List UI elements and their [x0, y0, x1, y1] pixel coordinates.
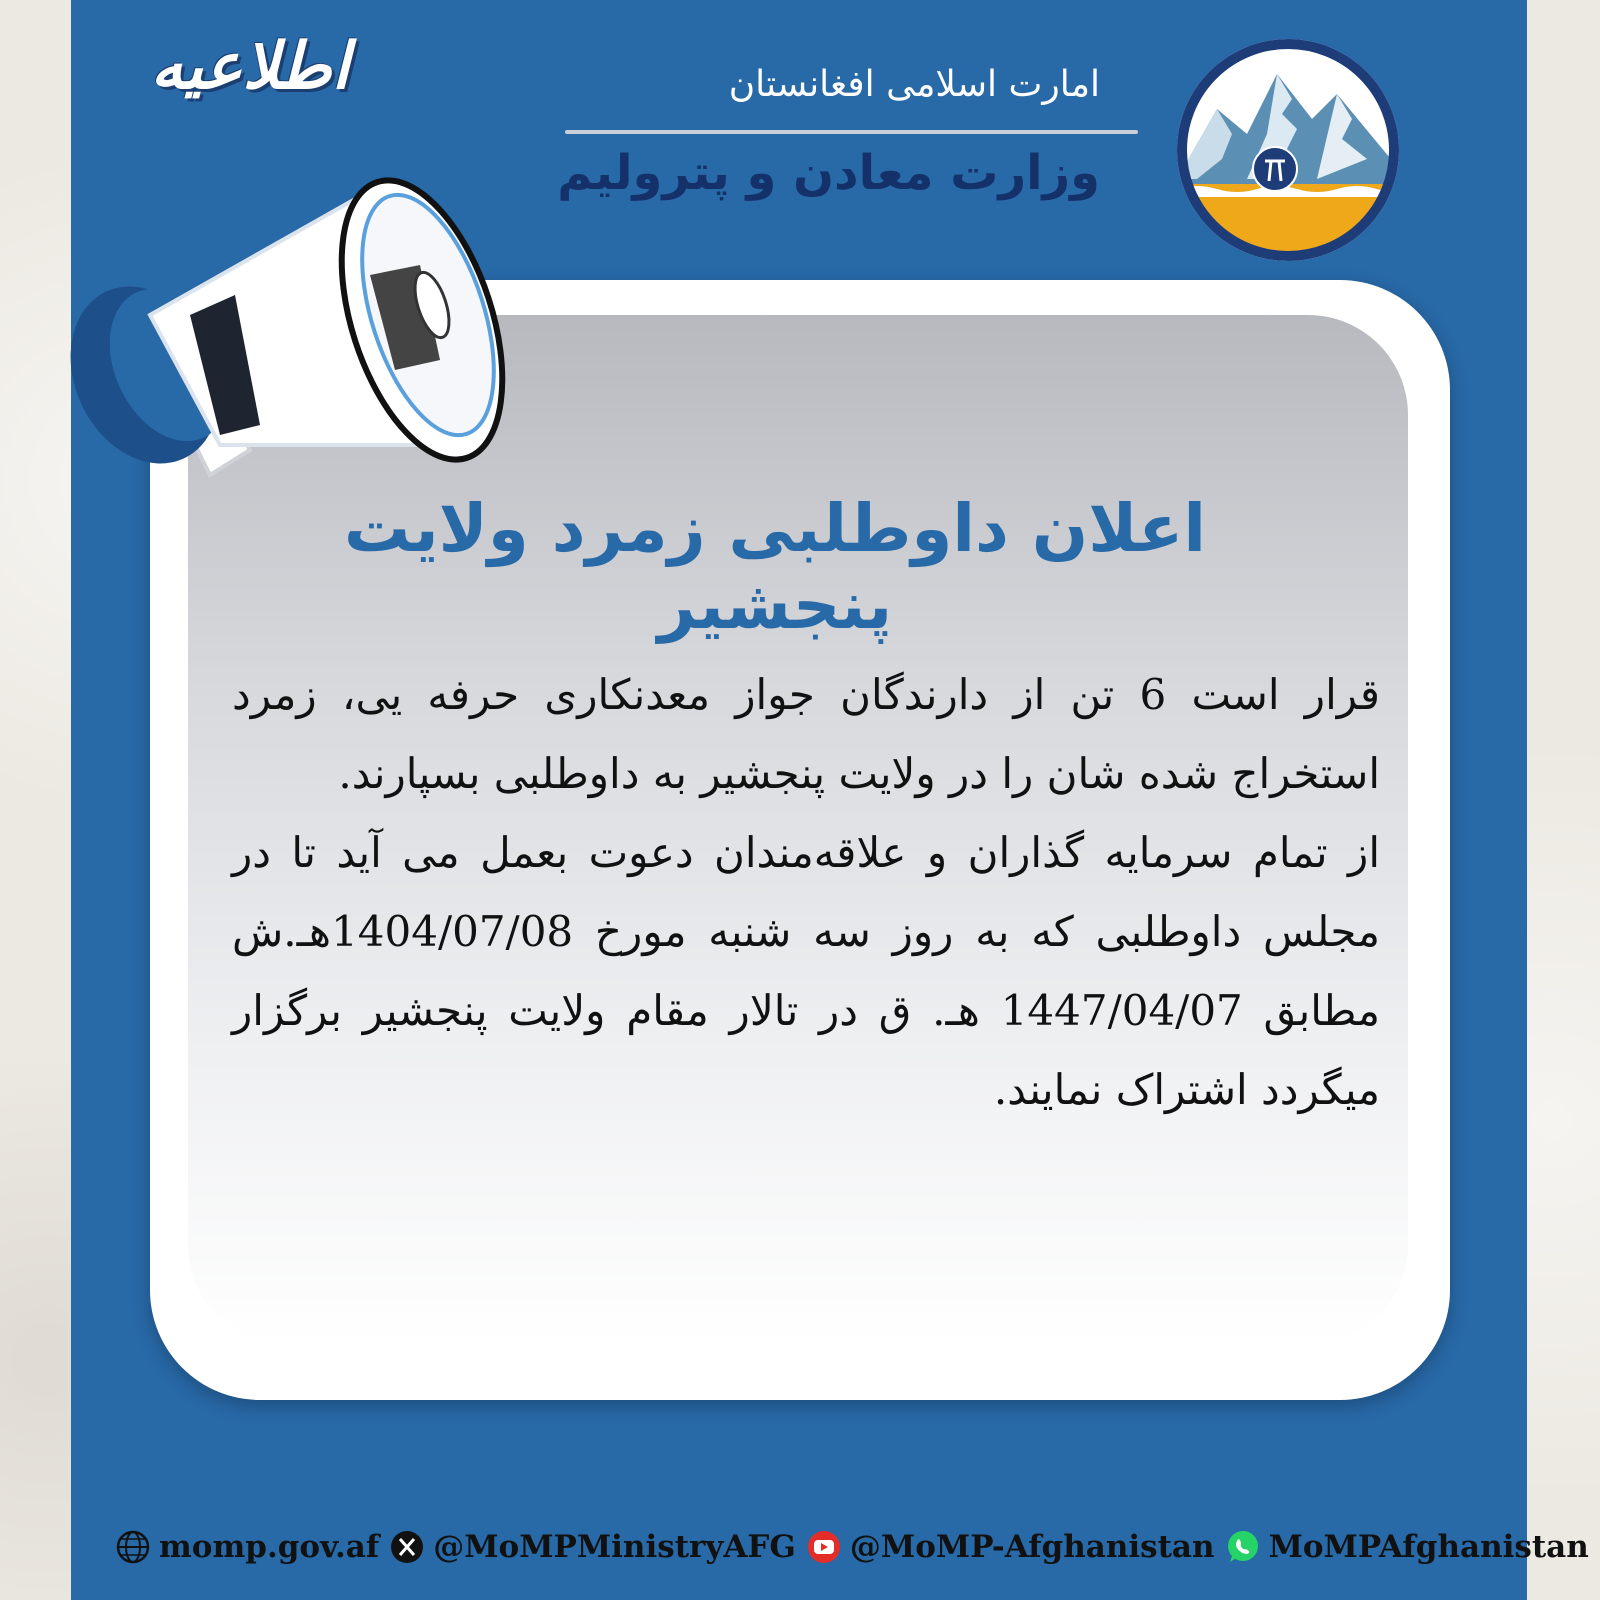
footer-website[interactable] [115, 1529, 379, 1565]
youtube-handle-text: @MoMP-Afghanistan [849, 1529, 1215, 1565]
x-logo-icon [389, 1529, 425, 1565]
x-handle-text: @MoMPMinistryAFG [433, 1529, 796, 1565]
youtube-icon [806, 1529, 842, 1565]
notice-paragraph-1: قرار است 6 تن از دارندگان جواز معدنکاری حرفه یی، زمرد استخراج شده شان را در ولایت پنجشیر به داوطلبی بسپارند. [232, 670, 1380, 798]
notice-title: اعلان داوطلبی زمرد ولایت پنجشیر [343, 490, 1207, 644]
notice-paragraph-2: از تمام سرمایه گذاران و علاقه‌مندان دعوت بعمل می آید تا در مجلس داوطلبی که به روز سه شنبه مورخ 1404/07/08هـ.ش مطابق 1447/04/07 هـ. ق در تالار مقام ولایت پنجشیر برگزار میگردد اشتراک نمایند. [232, 828, 1380, 1114]
notice-body [232, 655, 1380, 1129]
footer-youtube[interactable] [806, 1529, 1215, 1565]
ministry-title: وزارت معادن و پترولیم [557, 145, 1100, 201]
header-divider [565, 130, 1138, 134]
footer-contact-bar [115, 1522, 1589, 1572]
footer-whatsapp[interactable] [1225, 1529, 1589, 1565]
footer-x[interactable] [389, 1529, 796, 1565]
emirate-title: امارت اسلامی افغانستان [728, 64, 1100, 105]
announcement-label: اطلاعیه [150, 30, 350, 104]
ministry-logo-icon [1177, 39, 1399, 261]
whatsapp-icon [1225, 1529, 1261, 1565]
website-text: momp.gov.af [159, 1529, 380, 1565]
globe-icon [115, 1529, 151, 1565]
whatsapp-handle-text: MoMPAfghanistan [1268, 1529, 1589, 1565]
